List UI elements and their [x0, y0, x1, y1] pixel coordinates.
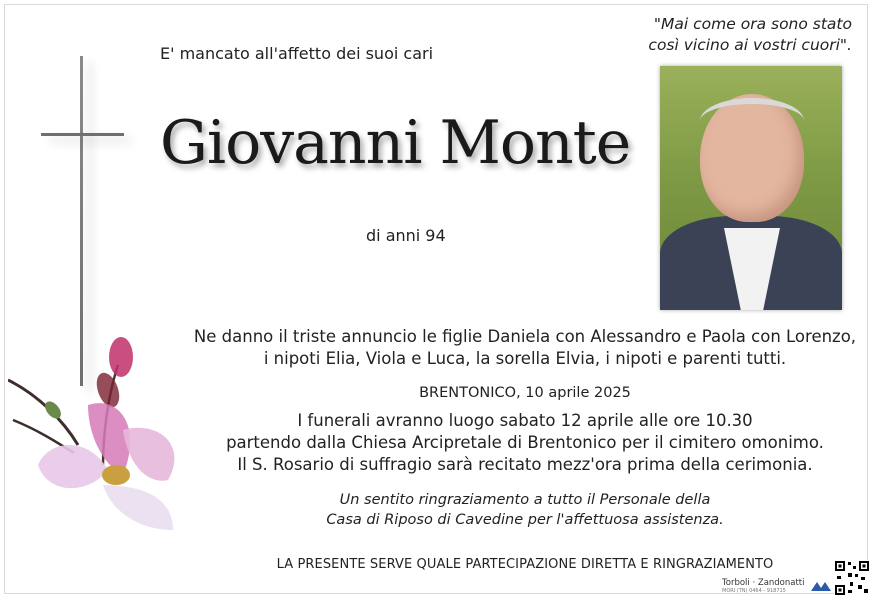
funeral-line: Il S. Rosario di suffragio sarà recitato mezz'ora prima della cerimonia. [237, 455, 813, 474]
magnolia-illustration [8, 335, 208, 550]
quote [622, 14, 852, 56]
portrait-hair [700, 98, 804, 144]
qr-code-icon[interactable] [834, 560, 870, 596]
quote-line: così vicino ai vostri cuori". [648, 36, 852, 54]
announcement [180, 326, 870, 370]
footer-text: LA PRESENTE SERVE QUALE PARTECIPAZIONE DIRETTA E RINGRAZIAMENTO [276, 557, 774, 572]
place-date: BRENTONICO, 10 aprile 2025 [419, 385, 631, 401]
age-text: di anni 94 [366, 226, 446, 245]
cross-horizontal-bar [41, 133, 124, 136]
thanks-line: Un sentito ringraziamento a tutto il Personale della [339, 492, 711, 508]
announcement-line: i nipoti Elia, Viola e Luca, la sorella Elvia, i nipoti e parenti tutti. [263, 349, 787, 368]
agency-name: Torboli · Zandonatti [722, 578, 805, 588]
funeral-line: partendo dalla Chiesa Arcipretale di Brentonico per il cimitero omonimo. [226, 433, 824, 452]
thanks-line: Casa di Riposo di Cavedine per l'affettuosa assistenza. [326, 512, 724, 528]
quote-line: "Mai come ora sono stato [653, 15, 852, 33]
portrait-photo [660, 66, 842, 310]
funeral-line: I funerali avranno luogo sabato 12 aprile alle ore 10.30 [297, 411, 753, 430]
agency-signature [722, 578, 833, 594]
agency-sub: MORI (TN) 0464 - 918715 [722, 588, 786, 594]
agency-logo-icon [809, 579, 833, 593]
funeral-details [180, 410, 870, 476]
thanks [180, 490, 870, 530]
announcement-line: Ne danno il triste annuncio le figlie Daniela con Alessandro e Paola con Lorenzo, [193, 327, 857, 346]
deceased-name: Giovanni Monte [160, 108, 631, 178]
lead-text: E' mancato all'affetto dei suoi cari [160, 44, 434, 63]
